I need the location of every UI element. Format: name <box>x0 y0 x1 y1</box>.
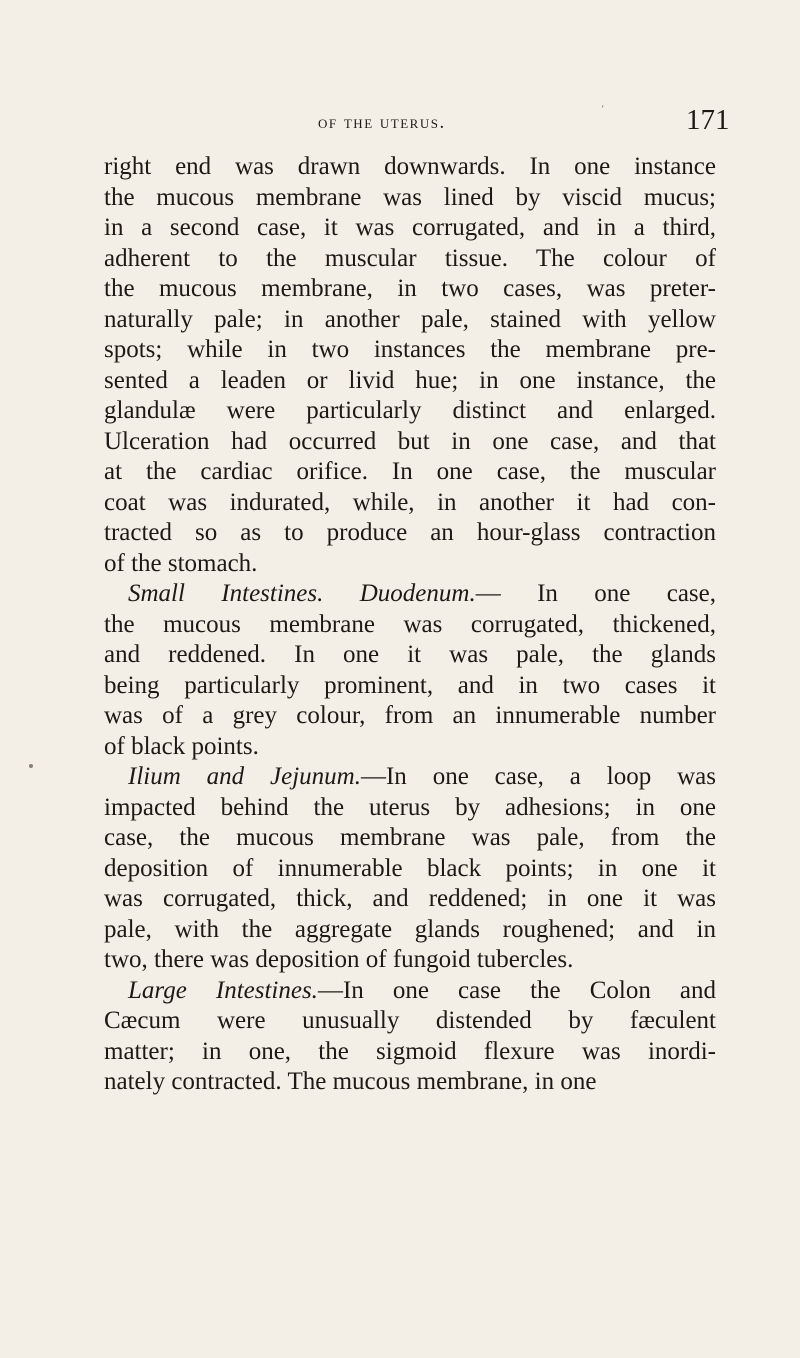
text-line: the mucous membrane was lined by viscid mucus; <box>104 183 716 211</box>
text-run: — In one case, <box>475 580 716 607</box>
section-heading-large-intestines: Large Intestines. <box>128 976 318 1004</box>
text-line: deposition of innumerable black points; in one it <box>104 854 716 882</box>
text-line: impacted behind the uterus by adhesions; in one <box>104 793 716 821</box>
text-line: was corrugated, thick, and reddened; in one it was <box>104 885 716 912</box>
text-line: two, there was deposition of fungoid tubercles. <box>104 946 574 973</box>
text-line: at the cardiac orifice. In one case, the muscular <box>104 458 716 485</box>
paragraph-first-line <box>104 579 716 610</box>
text-line: matter; in one, the sigmoid flexure was inordi- <box>104 1037 716 1065</box>
section-heading-ilium-jejunum: Ilium and Jejunum. <box>128 763 361 790</box>
text-line: glandulæ were particularly distinct and enlarged. <box>104 397 716 424</box>
text-line: adherent to the muscular tissue. The colour of <box>104 244 716 272</box>
paragraph-first-line <box>104 976 716 1007</box>
text-line: naturally pale; in another pale, stained with yellow <box>104 305 716 333</box>
text-line: sented a leaden or livid hue; in one instance, the <box>104 366 716 394</box>
margin-speck <box>29 764 33 768</box>
text-line: Cæcum were unusually distended by fæculent <box>104 1007 716 1034</box>
text-line: nately contracted. The mucous membrane, in one <box>104 1068 597 1095</box>
text-line: right end was drawn downwards. In one instance <box>104 153 716 180</box>
running-title: of the uterus. <box>318 112 446 133</box>
text-line: and reddened. In one it was pale, the glands <box>104 641 716 668</box>
text-line: case, the mucous membrane was pale, from the <box>104 824 716 851</box>
paragraph-first-line <box>104 762 716 793</box>
text-line: in a second case, it was corrugated, and in a third, <box>104 214 716 241</box>
page-number: 171 <box>686 104 730 136</box>
running-head <box>0 100 800 140</box>
body-text <box>104 152 716 1098</box>
margin-mark: ‘ <box>601 104 605 115</box>
text-line: Ulceration had occurred but in one case, and that <box>104 427 716 455</box>
text-line: of the stomach. <box>104 549 258 577</box>
text-line: the mucous membrane was corrugated, thickened, <box>104 610 716 638</box>
text-line: pale, with the aggregate glands roughened; and in <box>104 915 716 943</box>
text-run: —In one case the Colon and <box>317 976 716 1004</box>
text-run: —In one case, a loop was <box>360 763 716 790</box>
text-line: being particularly prominent, and in two cases it <box>104 671 716 699</box>
section-heading-small-intestines: Small Intestines. Duodenum. <box>128 580 476 607</box>
text-line: was of a grey colour, from an innumerable number <box>104 702 716 729</box>
text-line: coat was indurated, while, in another it had con- <box>104 488 716 516</box>
text-line: spots; while in two instances the membrane pre- <box>104 336 716 363</box>
text-line: the mucous membrane, in two cases, was preter- <box>104 275 716 302</box>
text-line: of black points. <box>104 732 259 760</box>
text-line: tracted so as to produce an hour-glass contraction <box>104 519 716 546</box>
